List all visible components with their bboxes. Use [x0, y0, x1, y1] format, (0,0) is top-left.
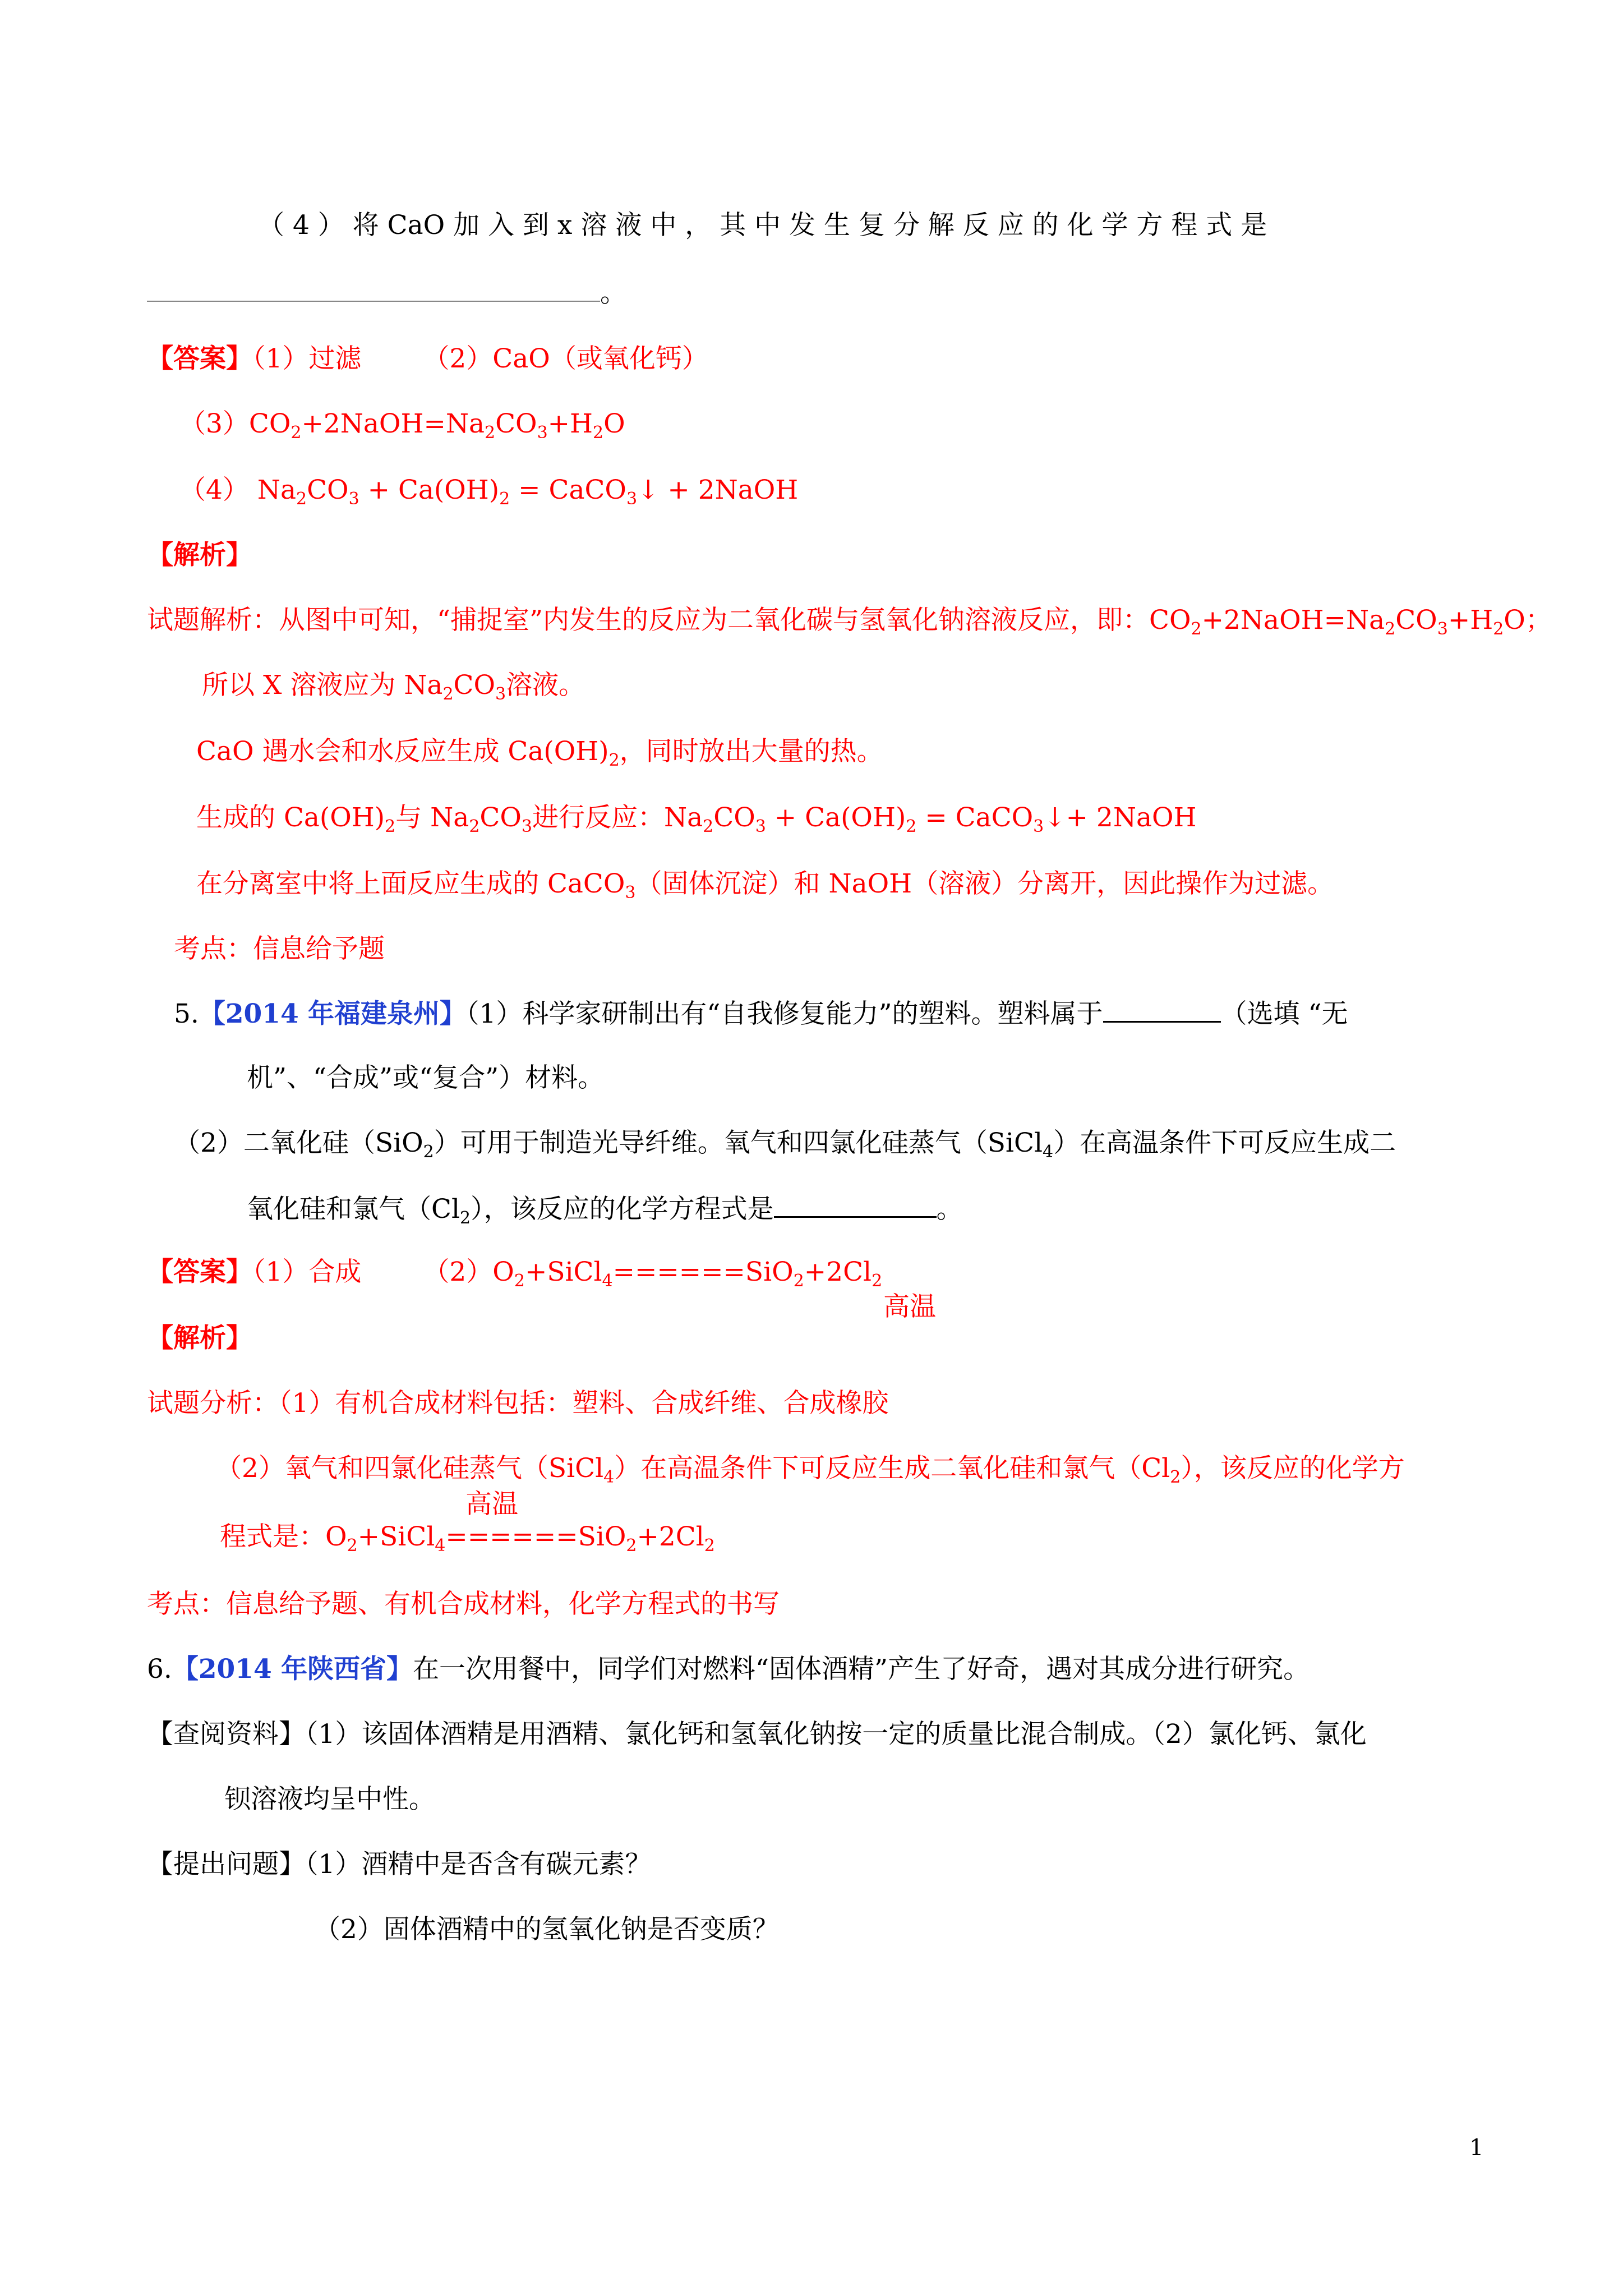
q6-line2: 【查阅资料】（1）该固体酒精是用酒精、氯化钙和氢氧化钠按一定的质量比混合制成。（2）氯化钙、氯化: [147, 1719, 1367, 1750]
answer1-line3: $(3)CO_2+2NaOH=Na_2CO_3+H_2O$: [179, 408, 625, 443]
page-number: 1: [1469, 2135, 1484, 2161]
q6-line5: （2）固体酒精中的氢氧化钠是否变质？: [314, 1914, 779, 1945]
analysis1-point: 考点：信息给予题: [174, 933, 385, 964]
analysis1-line2: 所以 X 溶液应为 $Na_2CO_3$溶液。: [202, 670, 585, 704]
analysis2-condition: 高温: [465, 1489, 518, 1520]
q4-answer-blank[interactable]: [147, 276, 600, 302]
q5-line2: 机”、“合成”或“复合”）材料。: [247, 1062, 605, 1093]
q5-line1: 5.【2014 年福建泉州】（1）科学家研制出有“自我修复能力”的塑料。塑料属于 （选填 “无: [174, 996, 1348, 1031]
analysis1-line5: 在分离室中将上面反应生成的 CaCO$_3$（固体沉淀）和 NaOH（溶液）分离开，因此操作为过滤。: [196, 868, 1334, 903]
analysis2-line3: 程式是：$O_2+SiCl_4======SiO_2+2Cl_2$: [220, 1521, 715, 1556]
answer2-condition: 高温: [883, 1291, 936, 1322]
analysis2-line1: 试题分析：（1）有机合成材料包括：塑料、合成纤维、合成橡胶: [147, 1388, 889, 1419]
q4-line1: [258, 209, 1267, 242]
analysis2-line2: （2）氧气和四氯化硅蒸气（SiCl$_4$）在高温条件下可反应生成二氧化硅和氯气$(Cl_2)$，该反应的化学方: [215, 1453, 1405, 1487]
answer1-line4: （4） $Na_2CO_3 + Ca(OH)_2$ = CaCO$_3$↓ + 2NaOH: [179, 475, 799, 509]
q6-line4: 【提出问题】（1）酒精中是否含有碳元素？: [147, 1849, 652, 1880]
analysis1-line4: 生成的 $Ca(OH)_2$与 $Na_2CO_3$进行反应：$Na_2CO_3 + Ca(OH)_2$ = CaCO$_3$↓+ 2NaOH: [196, 802, 1197, 836]
answer2-line1: 【答案】（1）合成 $(2)O_2+SiCl_4======SiO_2+2Cl_2$: [147, 1257, 883, 1291]
analysis2-point: 考点：信息给予题、有机合成材料，化学方程式的书写: [147, 1589, 780, 1619]
question-source: 【2014 年福建泉州】: [199, 999, 467, 1029]
analysis2-tag: 【解析】: [147, 1323, 252, 1354]
question-number: 5.: [174, 999, 199, 1029]
answer-tag: 【答案】: [147, 1257, 252, 1287]
q5-line3: （2）二氧化硅（SiO$_2$）可用于制造光导纤维。氧气和四氯化硅蒸气（SiCl$_4$）在高温条件下可反应生成二: [174, 1128, 1396, 1162]
q6-line1: 6.【2014 年陕西省】在一次用餐中，同学们对燃料“固体酒精”产生了好奇，遇对其成分进行研究。: [147, 1654, 1310, 1685]
q6-line3: 钡溶液均呈中性。: [224, 1784, 435, 1815]
q5-blank-2[interactable]: [774, 1191, 937, 1218]
analysis1-line3: CaO 遇水会和水反应生成 $Ca(OH)_2$，同时放出大量的热。: [196, 736, 883, 770]
q5-blank-1[interactable]: [1103, 996, 1221, 1023]
question-number: 6.: [147, 1654, 172, 1685]
answer-tag: 【答案】: [147, 343, 252, 374]
analysis1-tag: 【解析】: [147, 540, 252, 570]
q5-line4: 氧化硅和氯气$(Cl_2)$，该反应的化学方程式是 。: [247, 1191, 963, 1235]
q4-line2: 。: [147, 276, 626, 310]
analysis1-line1: 试题解析：从图中可知，“捕捉室”内发生的反应为二氧化碳与氢氧化钠溶液反应，即：$CO_2+2NaOH=Na_2CO_3+H_2O$；: [147, 605, 1552, 639]
q4-text: （ 4 ） 将 CaO 加 入 到 x 溶 液 中 ， 其 中 发 生 复 分 解 反 应 的 化 学 方 程 式 是: [258, 210, 1267, 241]
question-source: 【2014 年陕西省】: [172, 1654, 413, 1685]
answer1-line1: 【答案】（1）过滤 （2）CaO（或氧化钙）: [147, 343, 708, 374]
